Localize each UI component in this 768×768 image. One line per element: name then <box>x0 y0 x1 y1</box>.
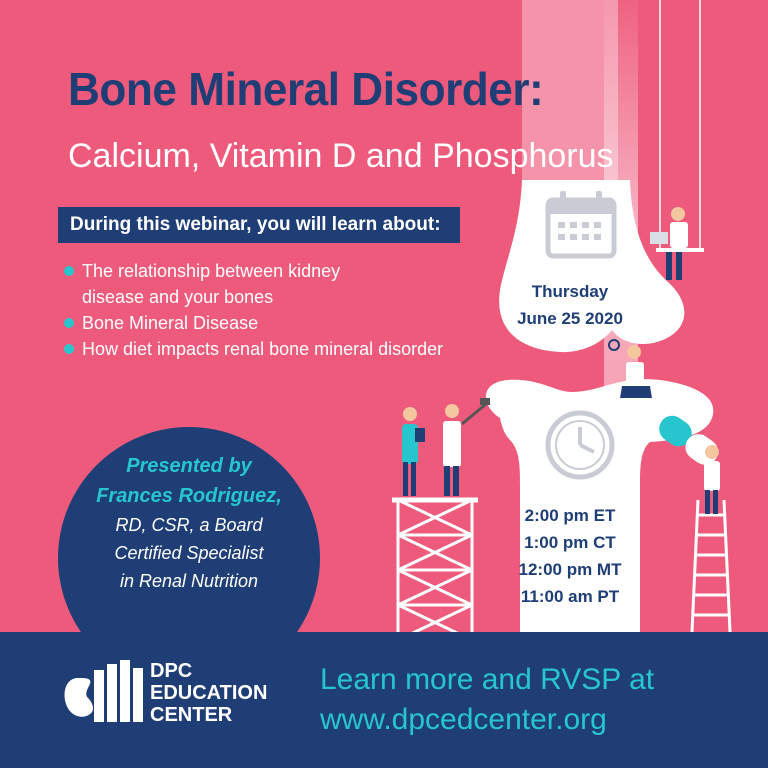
learn-about-banner: During this webinar, you will learn about: <box>58 207 460 243</box>
presenter-name: Frances Rodriguez, <box>96 485 282 507</box>
hammer-figure <box>443 398 490 496</box>
ladder-figure <box>704 445 720 514</box>
list-item: Bone Mineral Disease <box>64 310 443 336</box>
nurse-figure <box>402 407 425 496</box>
page-title: Bone Mineral Disorder: <box>68 63 544 115</box>
presenter-intro: Presented by <box>126 455 252 477</box>
list-item: How diet impacts renal bone mineral disorder <box>64 336 443 362</box>
swinging-doctor-figure <box>650 0 704 280</box>
dpc-logo-text: DPC EDUCATION CENTER <box>150 660 268 726</box>
website-link[interactable]: www.dpcedcenter.org <box>320 703 607 736</box>
list-item: disease and your bones <box>82 287 274 307</box>
event-times <box>510 502 630 610</box>
event-day: Thursday <box>531 282 609 301</box>
dpc-logo-mark <box>60 656 150 726</box>
presenter-credential-1: RD, CSR, a Board <box>115 515 263 535</box>
page-subtitle: Calcium, Vitamin D and Phosphorus <box>68 137 614 175</box>
kidney-icon <box>65 678 94 717</box>
time-mt: 12:00 pm MT <box>518 560 622 579</box>
books-icon <box>94 660 143 722</box>
event-date <box>510 278 630 332</box>
bullet-dot-icon <box>64 344 74 354</box>
cta-text: Learn more and RVSP at <box>320 663 655 696</box>
event-date-value: June 25 2020 <box>517 309 623 328</box>
presenter-credential-2: Certified Specialist <box>114 543 264 563</box>
call-to-action <box>320 660 654 740</box>
time-et: 2:00 pm ET <box>524 506 616 525</box>
bullet-dot-icon <box>64 318 74 328</box>
scaffold-tower <box>392 500 478 640</box>
learning-points-list <box>64 258 443 362</box>
time-ct: 1:00 pm CT <box>524 533 616 552</box>
bullet-dot-icon <box>64 266 74 276</box>
list-item: The relationship between kidney <box>64 258 443 284</box>
presenter-credential-3: in Renal Nutrition <box>119 571 259 591</box>
presenter-badge <box>58 427 320 689</box>
ladder <box>692 500 730 632</box>
time-pt: 11:00 am PT <box>520 587 620 606</box>
